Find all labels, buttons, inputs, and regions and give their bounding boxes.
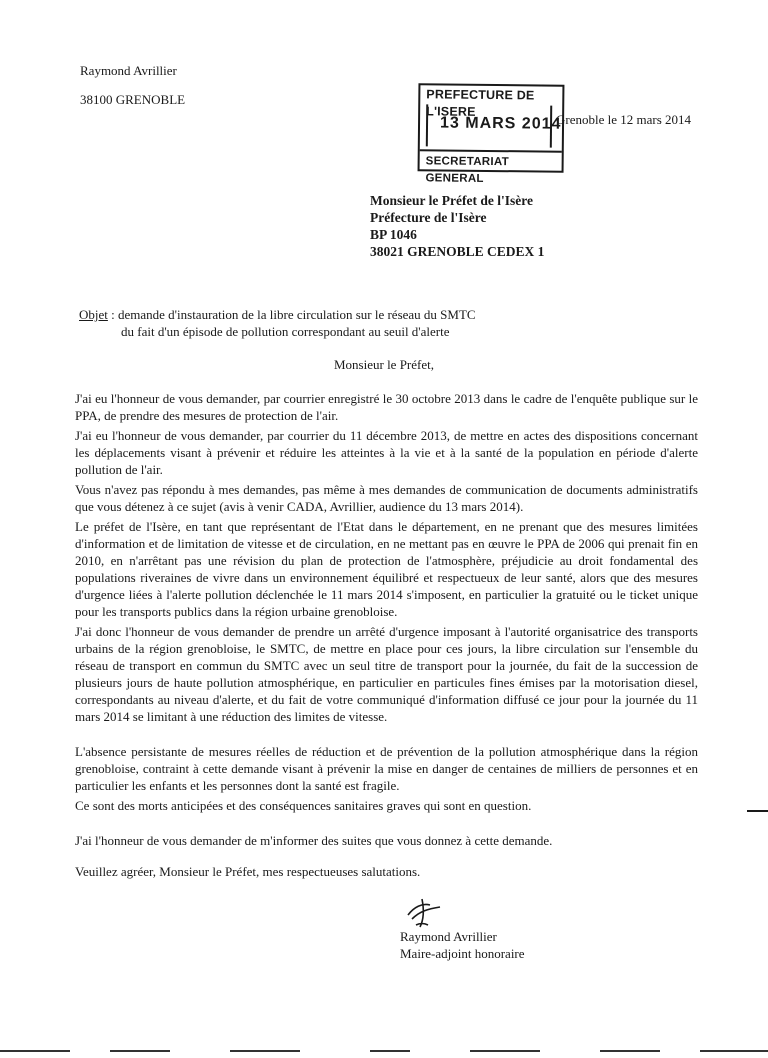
paragraph: L'absence persistante de mesures réelles de réduction et de prévention de la pollution atmosphérique dans la région grenobloise, contraint à cette demande visant à prévenir la mise en danger de centaines de milliers de personnes et en particulier les enfants et les personnes dont la santé est fragile.	[75, 744, 698, 793]
paragraph: J'ai donc l'honneur de vous demander de prendre un arrêté d'urgence imposant à l'autorité organisatrice des transports urbains de la région grenobloise, le SMTC, de mettre en place pour ces jours, la libre circulation sur l'ensemble du réseau de transport en commun du SMTC avec un seul titre de transport pour la journée, du fait de la succession de plusieurs jours de haute pollution atmosphérique, en particulier en particules fines émises par la motorisation diesel, correspondants au niveau d'alerte, et du fait de votre communiqué d'information diffusé ce jour pour la journée du 11 mars 2014 se limitant à une réduction des limites de vitesse.	[75, 624, 698, 724]
sender-block	[80, 62, 340, 120]
addressee-line: BP 1046	[370, 227, 417, 242]
subject-line-2: du fait d'un épisode de pollution correspondant au seuil d'alerte	[121, 324, 450, 339]
page-edge-mark	[600, 1050, 660, 1052]
handwritten-signature	[400, 893, 580, 929]
closing-formula: Veuillez agréer, Monsieur le Préfet, mes respectueuses salutations.	[75, 864, 421, 879]
subject-block	[79, 306, 719, 340]
stamp-header: PREFECTURE DE L'ISERE	[426, 87, 535, 119]
paragraph: Vous n'avez pas répondu à mes demandes, pas même à mes demandes de communication de documents administratifs que vous détenez à ce sujet (avis à venir CADA, Avrillier, audience du 13 mars 2014).	[75, 482, 698, 514]
addressee-line: Monsieur le Préfet de l'Isère	[370, 193, 533, 208]
addressee-block	[370, 192, 544, 260]
signature-block	[400, 928, 525, 962]
signatory-title: Maire-adjoint honoraire	[400, 946, 525, 961]
page-edge-mark	[470, 1050, 540, 1052]
salutation: Monsieur le Préfet,	[333, 357, 434, 372]
signatory-name: Raymond Avrillier	[400, 929, 497, 944]
page-edge-mark	[370, 1050, 410, 1052]
margin-mark	[747, 810, 768, 812]
paragraph: Le préfet de l'Isère, en tant que représentant de l'Etat dans le département, en ne prenant que des mesures limitées d'information et de limitation de vitesse et de circulation, en ne mettant pas en œuvre le PPA de 2006 qui prenait fin en 2010, en n'arrêtant pas une révision du plan de protection de l'atmosphère, préjudicie au droit fondamental des populations riveraines de vivre dans un environnement équilibré et respectueux de leur santé, alors que des mesures d'urgence liées à l'alerte pollution déclenchée le 11 mars 2014 s'imposent, en particulier la gratuité ou le ticket unique pour les transports publics dans la région urbaine grenobloise.	[75, 519, 698, 619]
letter-date: Grenoble le 12 mars 2014	[556, 112, 692, 127]
page-edge-mark	[700, 1050, 768, 1052]
paragraph: J'ai eu l'honneur de vous demander, par courrier du 11 décembre 2013, de mettre en actes des dispositions concernant les déplacements visant à prévenir et réduire les atteintes à la vie et à la santé de la population en période d'alerte pollution de l'air.	[75, 428, 698, 477]
paragraph: J'ai l'honneur de vous demander de m'informer des suites que vous donnez à cette demande.	[75, 833, 553, 848]
subject-line-1: : demande d'instauration de la libre circulation sur le réseau du SMTC	[107, 307, 476, 322]
page-edge-mark	[110, 1050, 170, 1052]
stamp-footer: SECRETARIAT GENERAL	[419, 149, 561, 188]
subject-label: Objet	[79, 307, 108, 322]
page-edge-mark	[0, 1050, 70, 1052]
page-edge-mark	[230, 1050, 300, 1052]
paragraph: J'ai eu l'honneur de vous demander, par courrier enregistré le 30 octobre 2013 dans le cadre de l'enquête publique sur le PPA, de prendre des mesures de protection de l'air.	[75, 391, 698, 423]
letter-body	[75, 390, 698, 883]
stamp-date: 13 MARS 2014	[439, 114, 562, 133]
paragraph: Ce sont des morts anticipées et des conséquences sanitaires graves qui sont en question.	[75, 798, 532, 813]
reception-stamp	[418, 83, 565, 185]
sender-city: 38100 GRENOBLE	[80, 92, 186, 107]
sender-name: Raymond Avrillier	[80, 63, 177, 78]
addressee-line: Préfecture de l'Isère	[370, 210, 487, 225]
addressee-line: 38021 GRENOBLE CEDEX 1	[370, 244, 545, 259]
